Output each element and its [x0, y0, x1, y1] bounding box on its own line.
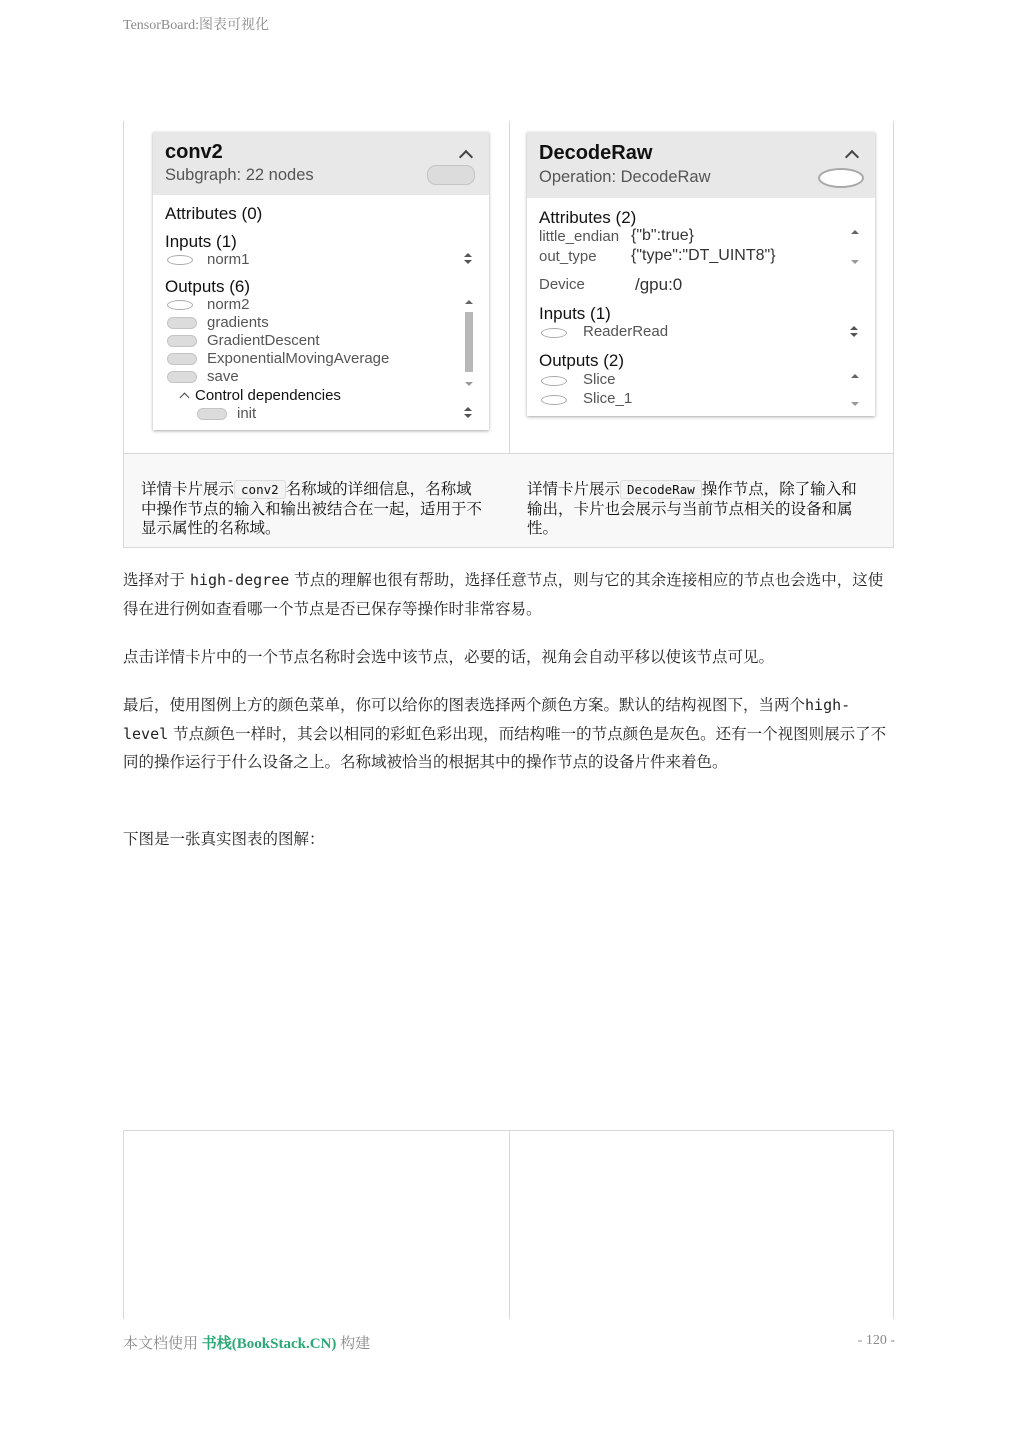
control-deps-chevron-icon[interactable] — [180, 393, 190, 403]
inline-code: high-degree — [189, 571, 290, 589]
info-card-decoderaw — [527, 132, 875, 416]
outputs-scrollbar[interactable] — [465, 300, 473, 386]
attribute-value: {"b":true} — [631, 227, 694, 244]
paragraph-high-degree — [123, 566, 894, 623]
output-item[interactable]: save — [207, 368, 239, 385]
paragraph-text: 选择对于 — [123, 571, 190, 589]
inputs-heading: Inputs (1) — [165, 232, 237, 251]
caption-text: 操作节点，除了输入和输出，卡片也会展示与当前节点相关的设备和属性。 — [527, 480, 857, 537]
output-item[interactable]: GradientDescent — [207, 332, 320, 349]
attribute-value: {"type":"DT_UINT8"} — [631, 247, 776, 264]
attributes-heading: Attributes (0) — [165, 204, 263, 223]
info-card-conv2 — [153, 132, 489, 430]
attributes-scrollbar[interactable] — [851, 230, 859, 264]
paragraph-text: 最后，使用图例上方的颜色菜单，你可以给你的图表选择两个颜色方案。默认的结构视图下，当两个 — [123, 696, 806, 714]
figure-table-2 — [123, 1130, 894, 1319]
subgraph-pill-icon — [167, 317, 197, 329]
inline-code: high-level — [123, 696, 851, 743]
subgraph-pill-icon — [167, 353, 197, 365]
output-item[interactable]: Slice — [583, 371, 616, 388]
input-scroll-icon[interactable] — [850, 326, 858, 338]
paragraph-click-node: 点击详情卡片中的一个节点名称时会选中该节点，必要的话，视角会自动平移以使该节点可见。 — [123, 648, 775, 666]
input-item[interactable]: norm1 — [207, 251, 250, 268]
caption-right — [527, 480, 872, 539]
collapse-chevron-icon[interactable] — [845, 150, 859, 164]
footer-brand-link[interactable]: 书栈(BookStack.CN) — [201, 1336, 337, 1352]
outputs-scrollbar[interactable] — [851, 374, 859, 406]
page-number: - 120 - — [857, 1333, 895, 1348]
inline-code: conv2 — [234, 480, 286, 499]
control-deps-heading[interactable]: Control dependencies — [195, 387, 341, 404]
inputs-heading: Inputs (1) — [539, 304, 611, 323]
paragraph-text: 节点的理解也很有帮助，选择任意节点，则与它的其余连接相应的节点也会选中，这使得在进行例如查看哪一个节点是否已保存等操作时非常容易。 — [123, 571, 884, 618]
device-value: /gpu:0 — [635, 275, 683, 294]
attribute-key: little_endian — [539, 228, 620, 245]
caption-text: 详情卡片展示 — [527, 480, 621, 498]
collapse-chevron-icon[interactable] — [459, 150, 473, 164]
output-item[interactable]: Slice_1 — [583, 390, 633, 407]
scroll-down-icon[interactable] — [465, 382, 473, 386]
inline-code: DecodeRaw — [620, 480, 702, 499]
node-color-swatch — [818, 168, 864, 188]
control-dep-item[interactable]: init — [237, 405, 257, 422]
running-title: TensorBoard:图表可视化 — [123, 18, 270, 33]
subgraph-pill-icon — [167, 335, 197, 347]
scrollbar-thumb[interactable] — [465, 312, 473, 372]
scroll-up-icon[interactable] — [851, 374, 859, 378]
footer-text: 本文档使用 — [123, 1336, 202, 1352]
op-node-oval-icon — [541, 328, 567, 338]
figure-table — [123, 121, 894, 548]
paragraph-figure-intro: 下图是一张真实图表的图解： — [123, 830, 325, 848]
subgraph-pill-icon — [167, 371, 197, 383]
scroll-down-icon[interactable] — [851, 402, 859, 406]
op-node-oval-icon — [167, 255, 193, 265]
caption-text: 详情卡片展示 — [141, 480, 235, 498]
control-deps-scroll-icon[interactable] — [464, 407, 472, 419]
input-item[interactable]: ReaderRead — [583, 323, 669, 340]
attribute-key: out_type — [539, 248, 597, 265]
outputs-heading: Outputs (2) — [539, 351, 625, 370]
output-item[interactable]: ExponentialMovingAverage — [207, 350, 390, 367]
card-subtitle: Operation: DecodeRaw — [539, 168, 711, 186]
device-label: Device — [539, 276, 585, 293]
node-color-swatch — [427, 165, 475, 185]
caption-text: 名称域的详细信息，名称域中操作节点的输入和输出被结合在一起，适用于不显示属性的名称域。 — [141, 480, 483, 537]
subgraph-pill-icon — [197, 408, 227, 420]
column-divider — [509, 1131, 510, 1319]
caption-left — [141, 480, 486, 539]
op-node-oval-icon — [541, 376, 567, 386]
paragraph-text: 节点颜色一样时，其会以相同的彩虹色彩出现，而结构唯一的节点颜色是灰色。还有一个视图则展示了不同的操作运行于什么设备之上。名称域被恰当的根据其中的操作节点的设备片件来着色。 — [123, 724, 887, 771]
outputs-heading: Outputs (6) — [165, 277, 251, 296]
output-item[interactable]: gradients — [207, 314, 269, 331]
paragraph-color-menu — [123, 691, 894, 777]
footer-credit — [123, 1332, 370, 1353]
input-scroll-icon[interactable] — [464, 253, 472, 265]
card-title: conv2 — [165, 141, 223, 163]
footer-text: 构建 — [336, 1336, 371, 1352]
op-node-oval-icon — [541, 395, 567, 405]
card-subtitle: Subgraph: 22 nodes — [165, 166, 314, 184]
scroll-up-icon[interactable] — [851, 230, 859, 234]
card-title: DecodeRaw — [539, 142, 653, 164]
output-item[interactable]: norm2 — [207, 296, 250, 313]
card-header — [527, 132, 875, 198]
scroll-up-icon[interactable] — [465, 300, 473, 304]
scroll-down-icon[interactable] — [851, 260, 859, 264]
op-node-oval-icon — [167, 300, 193, 310]
attributes-heading: Attributes (2) — [539, 208, 637, 227]
card-header — [153, 132, 489, 195]
